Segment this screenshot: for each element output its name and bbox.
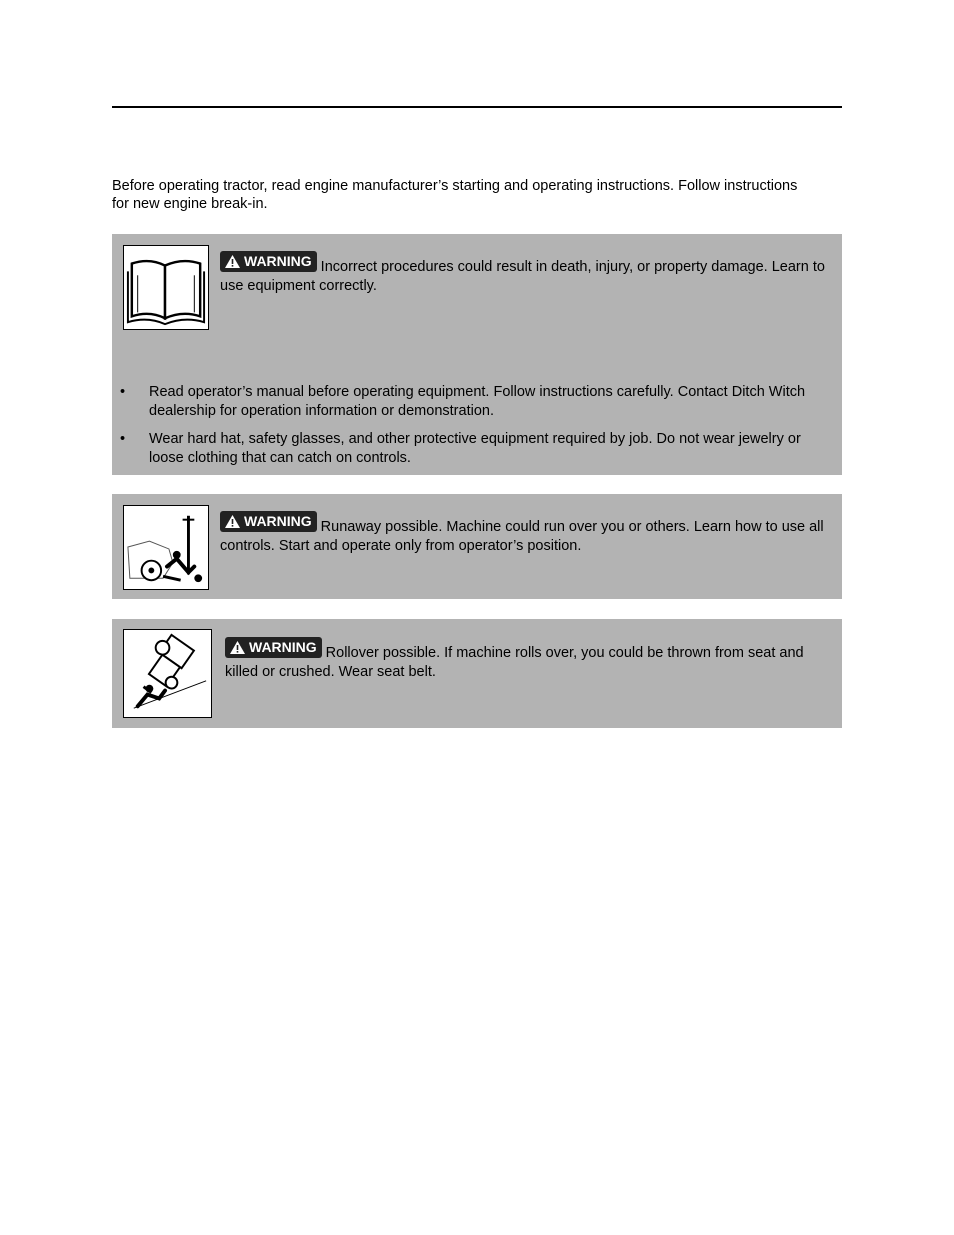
warning-badge: WARNING	[225, 637, 322, 658]
warning-badge: WARNING	[220, 251, 317, 272]
runover-hazard-icon	[123, 505, 209, 590]
rollover-hazard-icon	[123, 629, 212, 718]
list-item: • Wear hard hat, safety glasses, and other protective equipment required by job. Do not wear jewelry or loose clothing that can catch on controls.	[120, 431, 801, 466]
header-rule	[112, 106, 842, 108]
open-manual-icon	[123, 245, 209, 330]
warning-badge: WARNING	[220, 511, 317, 532]
warning-triangle-icon	[224, 514, 241, 529]
warning-message: WARNING Rollover possible. If machine rolls over, you could be thrown from seat and killed or crushed. Wear seat belt.	[225, 639, 804, 680]
warning-triangle-icon	[224, 254, 241, 269]
list-item: • Read operator’s manual before operating equipment. Follow instructions carefully. Contact Ditch Witch dealership for operation information or demonstration.	[120, 384, 806, 419]
warning-triangle-icon	[229, 640, 246, 655]
safety-bullet-list	[112, 383, 842, 477]
warning-message: WARNING Incorrect procedures could result in death, injury, or property damage. Learn to use equipment correctly.	[220, 253, 825, 294]
warning-panel-runaway	[112, 494, 842, 599]
warning-panel-rollover	[112, 619, 842, 728]
warning-panel-manual	[112, 234, 842, 475]
warning-message: WARNING Runaway possible. Machine could run over you or others. Learn how to use all controls. Start and operate only from operator’s position.	[220, 513, 824, 554]
intro-paragraph: Before operating tractor, read engine manufacturer’s starting and operating instructions. Follow instructions for new engine break-in.	[112, 178, 798, 212]
